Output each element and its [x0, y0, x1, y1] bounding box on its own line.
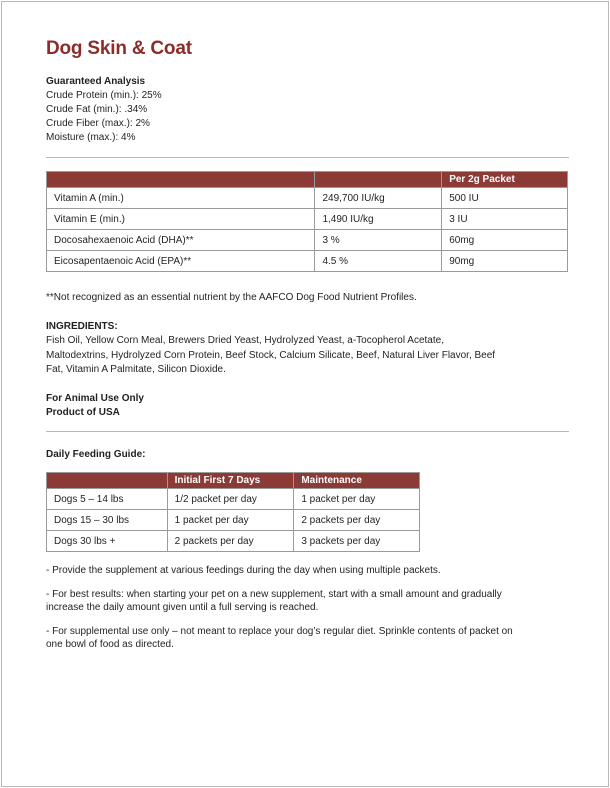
- table-cell: 3 IU: [442, 209, 568, 230]
- ingredients-text: Fish Oil, Yellow Corn Meal, Brewers Dried Yeast, Hydrolyzed Yeast, a-Tocopherol Acetate, Maltodextrins, Hydrolyzed Corn Protein, Beef Stock, Calcium Silicate, Beef, Natural Liver Flavor, Beef Fat, Vitamin A Palmitate, Silicon Dioxide.: [46, 335, 496, 375]
- table-cell: Vitamin E (min.): [47, 209, 315, 230]
- table-header-cell: [47, 172, 315, 188]
- feeding-note: - Provide the supplement at various feedings during the day when using multiple packets.: [46, 565, 441, 576]
- table-row: [47, 489, 420, 510]
- divider: [46, 431, 569, 432]
- table-cell: Dogs 5 – 14 lbs: [47, 489, 168, 510]
- table-row: [47, 209, 568, 230]
- ingredients-heading: INGREDIENTS:: [46, 321, 118, 332]
- usage-statement: [46, 392, 144, 419]
- table-cell: 2 packets per day: [294, 510, 420, 531]
- table-cell: Vitamin A (min.): [47, 188, 315, 209]
- table-cell: 1,490 IU/kg: [315, 209, 442, 230]
- table-cell: 3 packets per day: [294, 531, 420, 552]
- table-row: [47, 510, 420, 531]
- divider: [46, 157, 569, 158]
- feeding-table: [46, 472, 420, 552]
- table-cell: Dogs 30 lbs +: [47, 531, 168, 552]
- analysis-line: Crude Fat (min.): .34%: [46, 104, 148, 115]
- table-header-cell: [315, 172, 442, 188]
- table-cell: Docosahexaenoic Acid (DHA)**: [47, 230, 315, 251]
- table-row: [47, 188, 568, 209]
- ingredients: [46, 320, 506, 377]
- feeding-note: - For supplemental use only – not meant to replace your dog’s regular diet. Sprinkle contents of packet on one bowl of food as directed.: [46, 625, 513, 650]
- table-cell: Eicosapentaenoic Acid (EPA)**: [47, 251, 315, 272]
- guaranteed-analysis-heading: Guaranteed Analysis: [46, 76, 146, 87]
- table-header-cell: Initial First 7 Days: [167, 473, 294, 489]
- page-title: Dog Skin & Coat: [46, 38, 192, 59]
- table-header-cell: Maintenance: [294, 473, 420, 489]
- nutrient-table: [46, 171, 568, 272]
- table-header-row: [47, 473, 420, 489]
- table-row: [47, 531, 420, 552]
- feeding-guide-heading: Daily Feeding Guide:: [46, 449, 146, 460]
- analysis-line: Moisture (max.): 4%: [46, 132, 136, 143]
- table-cell: 1 packet per day: [167, 510, 294, 531]
- analysis-line: Crude Fiber (max.): 2%: [46, 118, 150, 129]
- table-cell: 90mg: [442, 251, 568, 272]
- table-header-row: [47, 172, 568, 188]
- table-row: [47, 230, 568, 251]
- analysis-line: Crude Protein (min.): 25%: [46, 90, 162, 101]
- feeding-note: - For best results: when starting your pet on a new supplement, start with a small amount and gradually increase the daily amount given until a full serving is reached.: [46, 588, 502, 613]
- product-label-page: [1, 1, 609, 787]
- table-cell: Dogs 15 – 30 lbs: [47, 510, 168, 531]
- table-cell: 249,700 IU/kg: [315, 188, 442, 209]
- feeding-notes: [46, 564, 516, 662]
- table-cell: 2 packets per day: [167, 531, 294, 552]
- table-cell: 1/2 packet per day: [167, 489, 294, 510]
- product-origin-text: Product of USA: [46, 406, 120, 418]
- table-cell: 500 IU: [442, 188, 568, 209]
- animal-use-text: For Animal Use Only: [46, 393, 144, 404]
- table-cell: 60mg: [442, 230, 568, 251]
- table-cell: 4.5 %: [315, 251, 442, 272]
- table-header-cell: [47, 473, 168, 489]
- guaranteed-analysis: [46, 75, 162, 145]
- table-cell: 1 packet per day: [294, 489, 420, 510]
- table-header-cell: Per 2g Packet: [442, 172, 568, 188]
- table-cell: 3 %: [315, 230, 442, 251]
- table-row: [47, 251, 568, 272]
- footnote: **Not recognized as an essential nutrient by the AAFCO Dog Food Nutrient Profiles.: [46, 292, 417, 303]
